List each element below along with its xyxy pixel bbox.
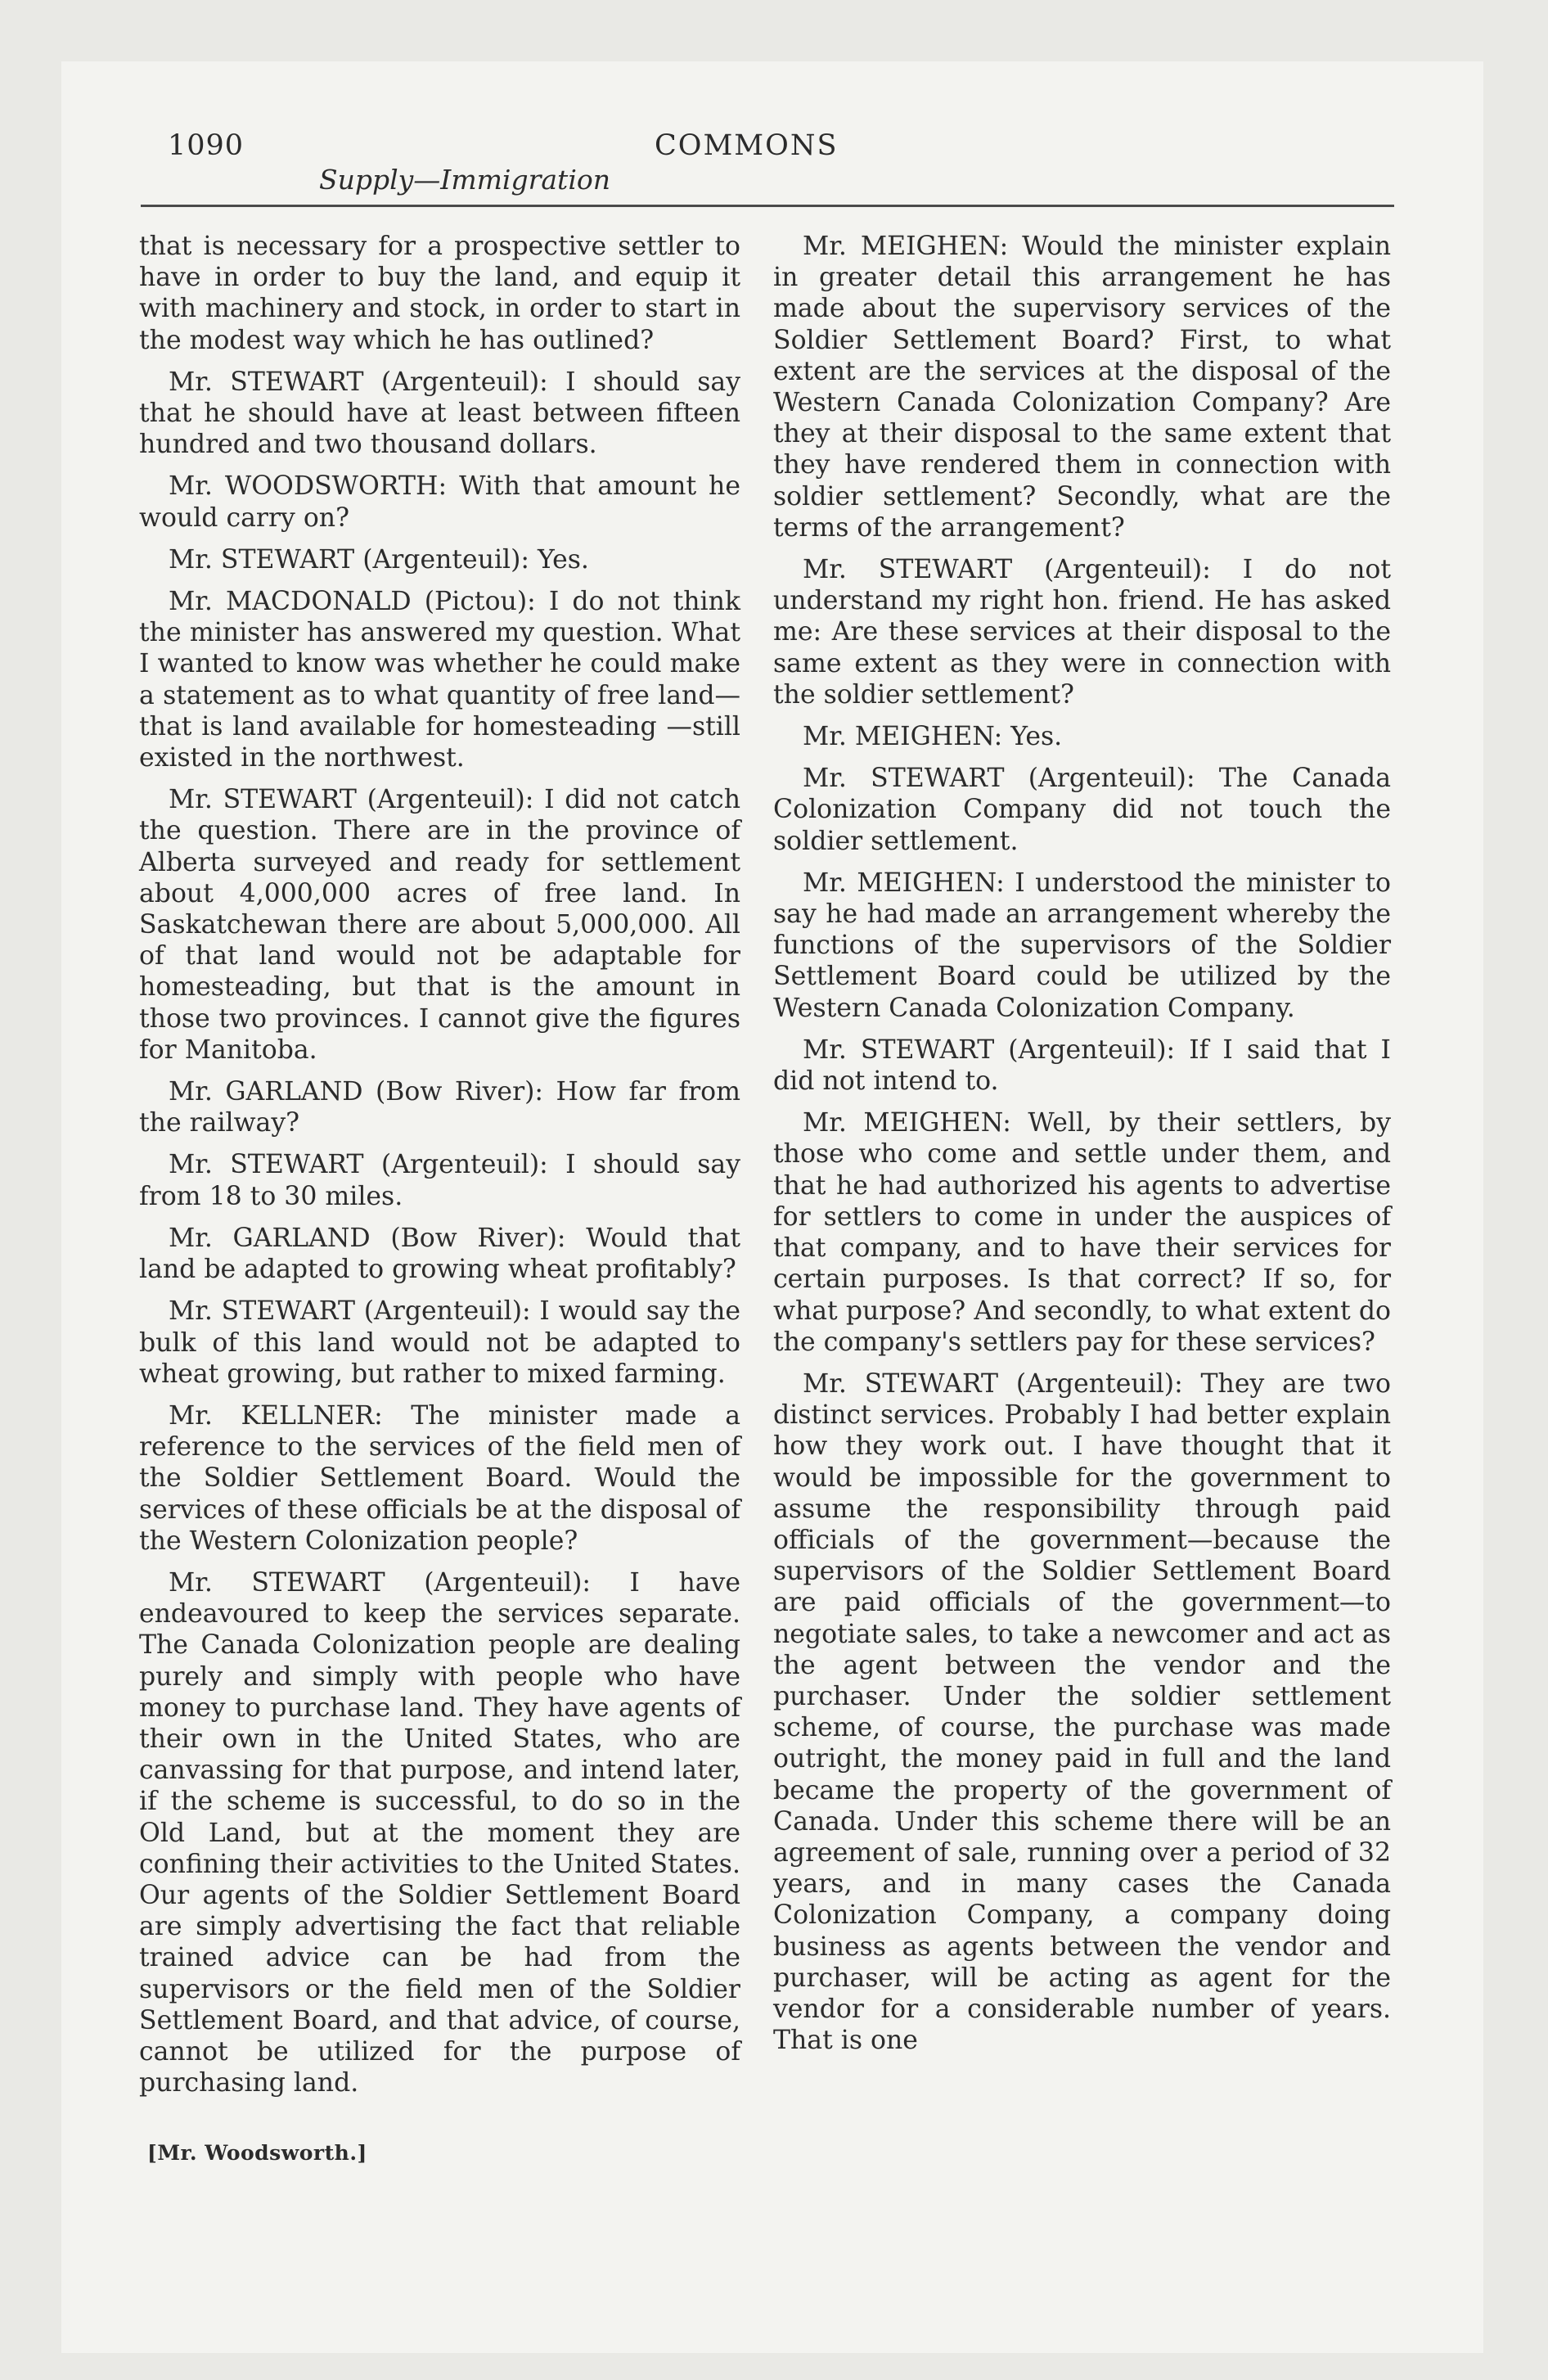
paragraph: Mr. STEWART (Argenteuil): I should say from 18 to 30 miles.	[139, 1150, 740, 1211]
page-title: COMMONS	[655, 129, 839, 162]
section-subtitle: Supply—Immigration	[319, 164, 610, 196]
paragraph: Mr. STEWART (Argenteuil): I should say that he should have at least between fifteen hundred and two thousand dollars.	[139, 367, 740, 460]
page-number: 1090	[168, 129, 245, 162]
paragraph: Mr. STEWART (Argenteuil): They are two distinct services. Probably I had better explain how they work out. I have thought that it would be impossible for the government to assume the responsibility through paid officials of the government—because the supervisors of the Soldier Settlement Board are paid officials of the government—to negotiate sales, to take a newcomer and act as the agent between the vendor and the purchaser. Under the soldier settlement scheme, of course, the purchase was made outright, the money paid in full and the land became the property of the government of Canada. Under this scheme there will be an agreement of sale, running over a period of 32 years, and in many cases the Canada Colonization Company, a company doing business as agents between the vendor and purchaser, will be acting as agent for the vendor for a considerable number of years. That is one	[773, 1368, 1391, 2056]
paragraph: Mr. STEWART (Argenteuil): I did not catch the question. There are in the province of Alberta surveyed and ready for settlement about 4,000,000 acres of free land. In Saskatchewan there are about 5,000,000. All of that land would not be adaptable for homesteading, but that is the amount in those two provinces. I cannot give the figures for Manitoba.	[139, 785, 740, 1065]
paragraph: Mr. MEIGHEN: Yes.	[803, 722, 1063, 752]
paragraph: Mr. MEIGHEN: Well, by their settlers, by those who come and settle under them, and that he had authorized his agents to advertise for settlers to come in under the auspices of that company, and to have their services for certain purposes. Is that correct? If so, for what purpose? And secondly, to what extent do the company's settlers pay for these services?	[773, 1108, 1391, 1357]
paragraph: Mr. GARLAND (Bow River): How far from the railway?	[139, 1077, 740, 1138]
paragraph: Mr. STEWART (Argenteuil): The Canada Colonization Company did not touch the soldier settlement.	[773, 764, 1391, 856]
paragraph: Mr. MEIGHEN: Would the minister explain in greater detail this arrangement he has made about the supervisory services of the Soldier Settlement Board? First, to what extent are the services at the disposal of the Western Canada Colonization Company? Are they at their disposal to the same extent that they have rendered them in connection with soldier settlement? Secondly, what are the terms of the arrangement?	[773, 232, 1391, 543]
paragraph: that is necessary for a prospective settler to have in order to buy the land, and equip it with machinery and stock, in order to start in the modest way which he has outlined?	[139, 232, 740, 355]
paragraph: Mr. WOODSWORTH: With that amount he would carry on?	[139, 471, 740, 533]
paragraph: Mr. STEWART (Argenteuil): I have endeavoured to keep the services separate. The Canada Colonization people are dealing purely and simply with people who have money to purchase land. They have agents of their own in the United States, who are canvassing for that purpose, and intend later, if the scheme is successful, to do so in the Old Land, but at the moment they are confining their activities to the United States. Our agents of the Soldier Settlement Board are simply advertising the fact that reliable trained advice can be had from the supervisors or the field men of the Soldier Settlement Board, and that advice, of course, cannot be utilized for the purpose of purchasing land.	[139, 1567, 740, 2098]
paragraph: Mr. STEWART (Argenteuil): I would say the bulk of this land would not be adapted to wheat growing, but rather to mixed farming.	[139, 1296, 740, 1389]
paragraph: Mr. STEWART (Argenteuil): Yes.	[169, 544, 589, 575]
paragraph: Mr. STEWART (Argenteuil): I do not understand my right hon. friend. He has asked me: Are these services at their disposal to the same extent as they were in connection with the soldier settlement?	[773, 555, 1391, 710]
header-rule	[141, 205, 1394, 207]
paragraph: Mr. STEWART (Argenteuil): If I said that I did not intend to.	[773, 1034, 1391, 1097]
speaker-footnote: [Mr. Woodsworth.]	[147, 2141, 367, 2165]
paragraph: Mr. KELLNER: The minister made a reference to the services of the field men of the Soldier Settlement Board. Would the services of these officials be at the disposal of the Western Colonization people?	[139, 1400, 740, 1556]
paragraph: Mr. GARLAND (Bow River): Would that land be adapted to growing wheat profitably?	[139, 1223, 740, 1285]
right-column	[773, 231, 1391, 2067]
paragraph: Mr. MACDONALD (Pictou): I do not think the minister has answered my question. What I wanted to know was whether he could make a statement as to what quantity of free land—that is land available for homesteading —still existed in the northwest.	[139, 587, 740, 773]
left-column	[139, 231, 740, 2109]
paragraph: Mr. MEIGHEN: I understood the minister to say he had made an arrangement whereby the functions of the supervisors of the Soldier Settlement Board could be utilized by the Western Canada Colonization Company.	[773, 868, 1391, 1023]
